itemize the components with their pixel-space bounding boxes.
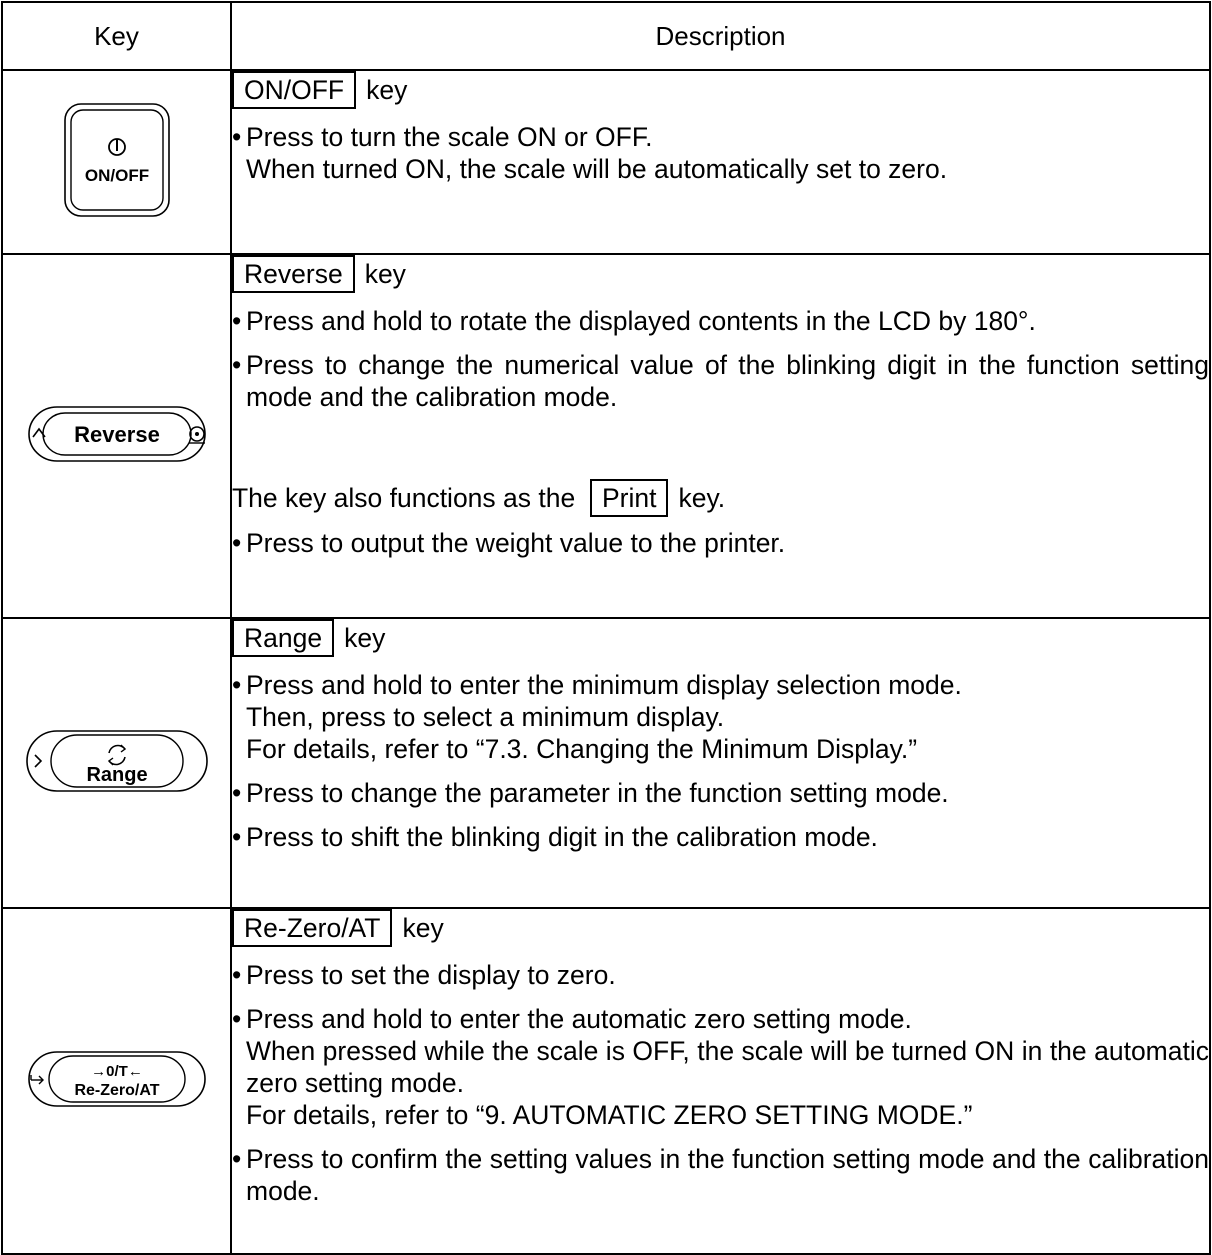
table-row [2, 618, 1210, 908]
key-name-box: Reverse [232, 255, 355, 293]
table-header-row [2, 2, 1210, 70]
list-item: • Press to turn the scale ON or OFF. When turned ON, the scale will be automatically set to zero. [232, 122, 948, 184]
description-cell [231, 618, 1210, 908]
bullet-text: When turned ON, the scale will be automatically set to zero. [246, 154, 948, 184]
rezero-button-icon [17, 1044, 217, 1114]
list-item: • Press to set the display to zero. [232, 960, 616, 990]
reverse-button-icon [17, 399, 217, 469]
description-cell [231, 254, 1210, 618]
description-cell [231, 70, 1210, 254]
key-name-box: Re-Zero/AT [232, 909, 392, 947]
list-item: • Press and hold to rotate the displayed contents in the LCD by 180°. [232, 306, 1036, 336]
description-cell [231, 908, 1210, 1254]
on-off-button-label: ON/OFF [84, 165, 149, 185]
range-button-icon [17, 723, 217, 799]
reverse-button-label: Reverse [73, 421, 160, 447]
list-item: • Press to confirm the setting values in the function setting mode and the calibration mode. [232, 1144, 1209, 1206]
table-row [2, 254, 1210, 618]
zero-tare-glyph: →0/T← [90, 1062, 143, 1080]
table-row [2, 70, 1210, 254]
key-name-box: ON/OFF [232, 71, 356, 109]
list-item: • Press and hold to enter the minimum display selection mode. Then, press to select a minimum display. For details, refer to “7.3. Changing the Minimum Display.” [232, 670, 962, 764]
range-button-label: Range [85, 763, 148, 786]
bullet-text: Press to turn the scale ON or OFF. [246, 122, 653, 152]
header-key: Key [2, 2, 231, 70]
list-item: • Press to output the weight value to the printer. [232, 528, 786, 558]
rezero-button-label: Re-Zero/AT [73, 1081, 160, 1099]
on-off-button-icon [62, 101, 172, 219]
list-item: • Press to shift the blinking digit in the calibration mode. [232, 822, 878, 852]
key-suffix: key [402, 913, 444, 943]
key-name-box: Range [232, 619, 334, 657]
print-key-box: Print [590, 479, 669, 517]
key-suffix: key [344, 623, 386, 653]
key-cell [2, 70, 231, 254]
also-functions-line: The key also functions as the Print key. [232, 479, 1209, 517]
list-item: • Press and hold to enter the automatic zero setting mode. When pressed while the scale is OFF, the scale will be turned ON in the automatic zero setting mode. For details, refer to “9. AUTOMATIC ZERO SETTING MODE.” [232, 1004, 1209, 1130]
key-description-table [1, 1, 1211, 1255]
list-item: • Press to change the numerical value of the blinking digit in the function setting mode and the calibration mode. [232, 350, 1209, 412]
key-cell [2, 254, 231, 618]
header-description: Description [231, 2, 1210, 70]
table-row [2, 908, 1210, 1254]
list-item: • Press to change the parameter in the function setting mode. [232, 778, 949, 808]
key-suffix: key [364, 259, 406, 289]
key-cell [2, 618, 231, 908]
key-suffix: key [366, 75, 408, 105]
key-cell [2, 908, 231, 1254]
